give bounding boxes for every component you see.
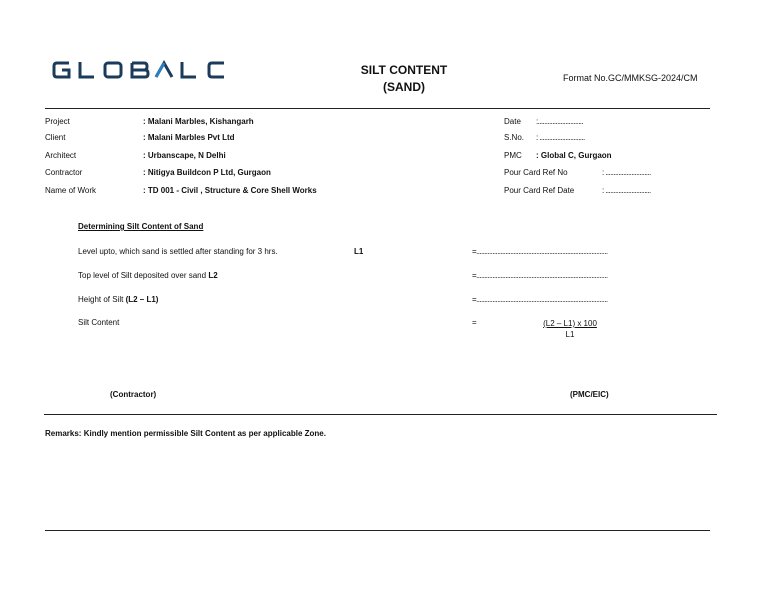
signature-contractor: (Contractor) [110,390,157,399]
value-pour-card-ref-date[interactable]: : ............................ [602,186,651,195]
silt-content-formula [530,318,610,340]
row-level-l1-blank[interactable]: =................................................................................. [472,247,608,256]
row-top-level-l2-text: Top level of Silt deposited over sand [78,271,209,280]
row-silt-content-text: Silt Content [78,318,120,327]
value-pmc: : Global C, Gurgaon [536,151,612,160]
label-pour-card-ref-no: Pour Card Ref No [504,168,568,177]
section-title: Determining Silt Content of Sand [78,222,204,231]
value-architect: : Urbanscape, N Delhi [143,151,226,160]
title-line-1: SILT CONTENT [360,63,448,77]
label-contractor: Contractor [45,168,83,177]
header-divider [45,108,710,109]
row-silt-content-equals: = [472,318,477,327]
label-pmc: PMC [504,151,522,160]
label-pour-card-ref-date: Pour Card Ref Date [504,186,575,195]
title-line-2: (SAND) [383,80,425,94]
row-height-of-silt-symbol: (L2 – L1) [125,295,159,304]
row-top-level-l2-symbol: L2 [208,271,218,280]
value-contractor: : Nitigya Buildcon P Ltd, Gurgaon [143,168,271,177]
formula-denominator: L1 [565,330,575,339]
format-number: Format No.GC/MMKSG-2024/CM [563,73,698,83]
value-client: : Malani Marbles Pvt Ltd [143,133,235,142]
label-sno: S.No. [504,133,525,142]
label-name-of-work: Name of Work [45,186,96,195]
company-logo [52,60,227,80]
logo-graphic [52,60,227,80]
row-height-of-silt [78,295,158,304]
footer-divider [45,530,710,531]
formula-numerator: (L2 – L1) x 100 [543,319,597,328]
remarks: Remarks: Kindly mention permissible Silt Content as per applicable Zone. [45,429,326,438]
signature-pmc-eic: (PMC/EIC) [570,390,609,399]
row-top-level-l2 [78,271,218,280]
value-date[interactable]: :............................ [536,117,584,126]
label-project: Project [45,117,70,126]
signature-divider [44,414,717,415]
label-architect: Architect [45,151,77,160]
row-height-of-silt-text: Height of Silt [78,295,126,304]
label-client: Client [45,133,66,142]
row-top-level-l2-blank[interactable]: =................................................................................. [472,271,608,280]
row-level-l1-symbol: L1 [354,247,364,256]
value-pour-card-ref-no[interactable]: : ............................ [602,168,651,177]
row-height-of-silt-blank[interactable]: =................................................................................. [472,295,608,304]
value-sno[interactable]: : ............................ [536,133,585,142]
value-name-of-work: : TD 001 - Civil , Structure & Core Shell Works [143,186,317,195]
document-title [340,62,468,96]
value-project: : Malani Marbles, Kishangarh [143,117,254,126]
label-date: Date [504,117,521,126]
row-level-l1-text: Level upto, which sand is settled after standing for 3 hrs. [78,247,278,256]
